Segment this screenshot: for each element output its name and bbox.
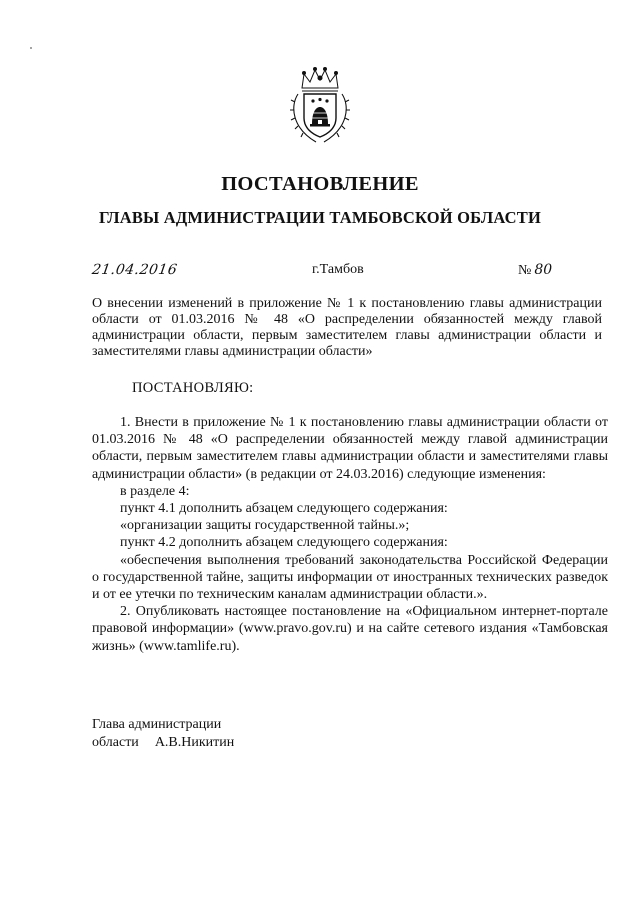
decree-word: ПОСТАНОВЛЯЮ: bbox=[132, 380, 254, 396]
document-title: ПОСТАНОВЛЕНИЕ bbox=[221, 173, 419, 195]
issuer-heading: ГЛАВЫ АДМИНИСТРАЦИИ ТАМБОВСКОЙ ОБЛАСТИ bbox=[99, 208, 541, 227]
body-p41-text: «организации защиты государственной тайны.»; bbox=[120, 518, 410, 534]
signature-block bbox=[92, 716, 234, 751]
subject-line: О внесении изменений в приложение № 1 к постановлению главы администрации области от 01.03.2016 № 48 «О распределении обязанностей между главой администрации области, первым заместителем главы администрации области и заместителями главы администрации области» bbox=[92, 296, 602, 359]
body-p42-intro: пункт 4.2 дополнить абзацем следующего содержания: bbox=[120, 535, 448, 551]
body-section-line: в разделе 4: bbox=[120, 483, 190, 499]
city-label: г.Тамбов bbox=[312, 262, 364, 277]
signatory-position: Глава администрации bbox=[92, 717, 222, 732]
handwritten-number: 80 bbox=[534, 262, 553, 278]
handwritten-date: 21.04.2016 bbox=[90, 262, 179, 278]
document-body bbox=[92, 414, 608, 655]
body-item-1: 1. Внести в приложение № 1 к постановлению главы администрации области от 01.03.2016 № 48 «О распределении обязанностей между главой администрации области, первым заместителем главы администрации области и заместителями главы администрации области» (в редакции от 24.03.2016) следующие изменения: bbox=[92, 415, 608, 482]
body-item-2: 2. Опубликовать настоящее постановление на «Официальном интернет-портале правовой информации» (www.pravo.gov.ru) и на сайте сетевого издания «Тамбовская жизнь» (www.tamlife.ru). bbox=[92, 604, 608, 654]
signatory-position-cont: области bbox=[92, 734, 139, 750]
tambov-coat-of-arms-icon bbox=[286, 66, 354, 146]
number-sign: № bbox=[518, 263, 532, 278]
body-p42-text: «обеспечения выполнения требований законодательства Российской Федерации о государственной тайне, защиты информации от иностранных технических разведок и от ее утечки по техническим каналам администрации области.». bbox=[92, 552, 608, 603]
scan-speck bbox=[30, 47, 32, 49]
signatory-name: А.В.Никитин bbox=[154, 734, 235, 750]
document-number bbox=[518, 262, 552, 279]
body-p41-intro: пункт 4.1 дополнить абзацем следующего содержания: bbox=[120, 501, 448, 517]
